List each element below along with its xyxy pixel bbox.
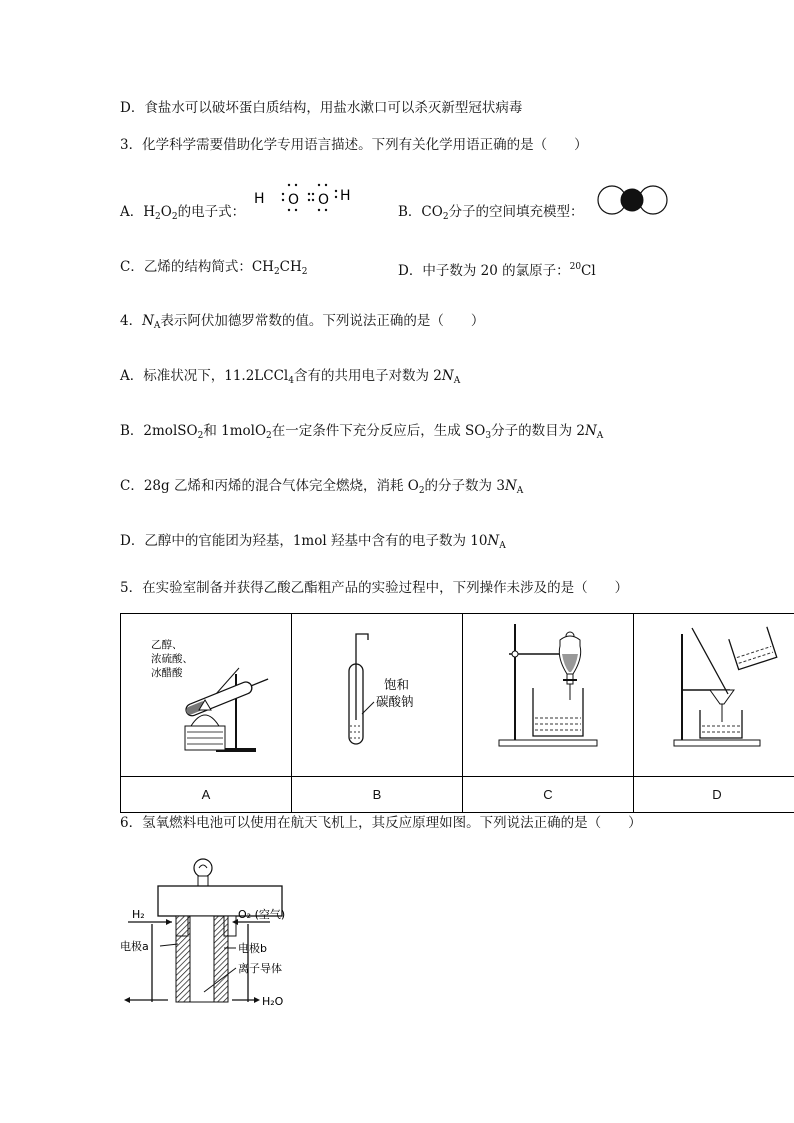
q5-label-b: B — [292, 777, 463, 813]
q4-stem: 4．$N_A$表示阿伏加德罗常数的值。下列说法正确的是（ ） — [120, 313, 485, 331]
reagent-label-2: 浓硫酸、 — [151, 653, 193, 665]
q6-stem: 6．氢氧燃料电池可以使用在航天飞机上，其反应原理如图。下列说法正确的是（ ） — [120, 815, 642, 831]
electron-o-2: O — [318, 192, 330, 208]
h2o-label: H₂O — [262, 995, 284, 1008]
h2o2-electron-formula — [252, 180, 362, 216]
electron-o-1: O — [288, 192, 300, 208]
h2-label: H₂ — [132, 908, 145, 921]
electrode-b-label: 电极b — [238, 942, 267, 955]
electron-h-left: H — [254, 191, 265, 207]
reagent-label-1: 乙醇、 — [151, 639, 183, 651]
q4-option-b: B．2molSO$_2$和 1molO$_2$在一定条件下充分反应后，生成 $SO_3$分子的数目为 $2N_A$ — [120, 423, 604, 441]
q5-stem: 5．在实验室制备并获得乙酸乙酯粗产品的实验过程中，下列操作未涉及的是（ ） — [120, 580, 629, 596]
q2-option-d: D．食盐水可以破坏蛋白质结构，用盐水漱口可以杀灭新型冠状病毒 — [120, 100, 523, 116]
fuel-cell-diagram — [118, 852, 318, 1012]
q5-figure-table — [120, 613, 794, 813]
q5-figure-d — [634, 614, 794, 777]
q3-option-d: D．中子数为 20 的氯原子：$^{20}$Cl — [398, 262, 596, 279]
q3-option-c: C．乙烯的结构简式：$CH_2CH_2$ — [120, 259, 308, 277]
electron-h-right: H — [340, 188, 351, 204]
q4-option-d: D．乙醇中的官能团为羟基，1mol 羟基中含有的电子数为 $10N_A$ — [120, 533, 506, 551]
q3-option-b: B．$CO_2$分子的空间填充模型： — [398, 204, 584, 222]
q4-option-c: C．28g 乙烯和丙烯的混合气体完全燃烧，消耗 $O_2$的分子数为 $3N_A$ — [120, 478, 524, 496]
co2-space-filling-model — [596, 184, 670, 216]
q3-stem: 3．化学科学需要借助化学专用语言描述。下列有关化学用语正确的是（ ） — [120, 137, 588, 153]
sodium-carbonate-label: 碳酸钠 — [376, 694, 414, 709]
q5-figure-b — [292, 614, 463, 777]
reagent-label-3: 冰醋酸 — [151, 667, 183, 679]
q3-option-a: A．$H_2O_2$的电子式： — [120, 204, 246, 222]
separatory-funnel-illustration — [463, 614, 633, 772]
saturated-label: 饱和 — [384, 677, 410, 692]
q5-label-c: C — [463, 777, 634, 813]
electrode-a-label: 电极a — [120, 940, 149, 953]
q5-figure-a — [121, 614, 292, 777]
q5-label-d: D — [634, 777, 794, 813]
ion-conductor-label: 离子导体 — [238, 962, 282, 975]
q5-label-a: A — [121, 777, 292, 813]
o2-label: O₂ (空气) — [238, 908, 286, 921]
q4-option-a: A．标准状况下，11.2LCCl$_4$含有的共用电子对数为 $2N_A$ — [120, 368, 461, 386]
filtration-illustration — [634, 614, 794, 772]
test-tube-illustration — [292, 614, 462, 772]
heating-apparatus-illustration — [121, 614, 291, 772]
q5-figure-c — [463, 614, 634, 777]
